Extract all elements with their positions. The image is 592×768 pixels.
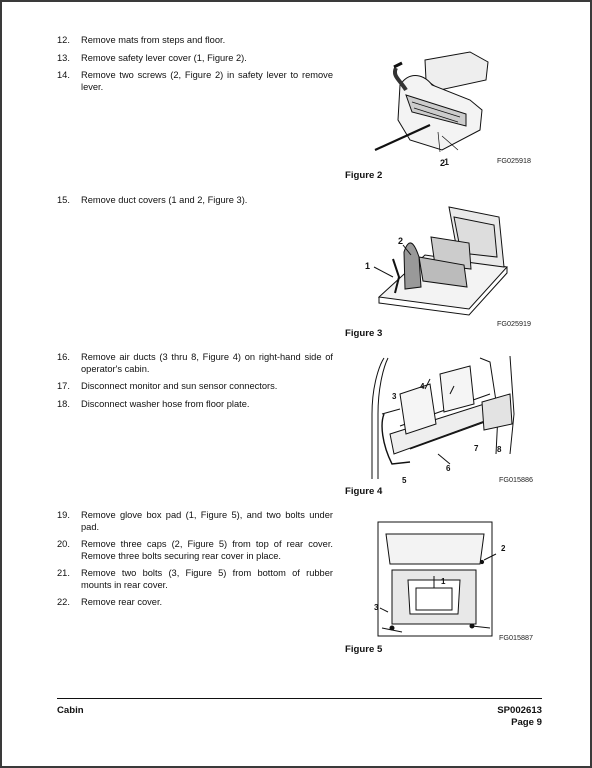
step xyxy=(57,70,333,93)
step xyxy=(57,568,333,591)
step-number: 12. xyxy=(57,35,70,45)
step xyxy=(57,597,333,609)
callout-label: 3 xyxy=(392,392,397,401)
step-number: 15. xyxy=(57,195,70,205)
step-number: 18. xyxy=(57,398,70,409)
figure-caption: Figure 2 xyxy=(345,170,383,181)
step-number: 17. xyxy=(57,381,70,391)
figure-5-illustration xyxy=(372,514,506,640)
figure-code: FG015887 xyxy=(499,633,533,642)
footer-page-number: Page 9 xyxy=(511,717,542,728)
callout-label: 8 xyxy=(497,445,502,454)
step-number: 20. xyxy=(57,539,70,549)
step-text: Remove mats from steps and floor. xyxy=(81,35,226,45)
figure-code: FG025918 xyxy=(497,156,531,165)
figure-caption: Figure 4 xyxy=(345,486,383,497)
step-group-1 xyxy=(57,35,333,93)
step xyxy=(57,381,333,393)
step-group-3 xyxy=(57,352,333,410)
figure-2-illustration xyxy=(370,40,500,170)
step xyxy=(57,195,333,207)
callout-label: 1 xyxy=(441,577,446,586)
step-number: 14. xyxy=(57,70,70,80)
step-text: Disconnect washer hose from floor plate. xyxy=(81,398,250,409)
step-text: Remove safety lever cover (1, Figure 2). xyxy=(81,52,247,63)
callout-label: 7 xyxy=(474,444,479,453)
footer-document-id: SP002613 xyxy=(497,705,542,716)
step-number: 21. xyxy=(57,568,70,578)
step xyxy=(57,539,333,562)
callout-label: 2 xyxy=(440,158,446,168)
step-text: Remove two screws (2, Figure 2) in safety lever to remove lever. xyxy=(81,70,333,92)
figure-caption: Figure 5 xyxy=(345,644,383,655)
figure-code: FG015886 xyxy=(499,475,533,484)
footer-rule xyxy=(57,698,542,699)
callout-label: 6 xyxy=(446,464,451,473)
step-text: Remove two bolts (3, Figure 5) from bottom of rubber mounts in rear cover. xyxy=(81,568,333,590)
callout-label: 1 xyxy=(444,157,450,167)
manual-page xyxy=(2,2,590,766)
step-number: 22. xyxy=(57,597,70,607)
callout-label: 1 xyxy=(365,261,371,271)
callout-label: 2 xyxy=(501,544,506,553)
callout-label: 5 xyxy=(402,476,407,485)
step-group-2 xyxy=(57,195,333,207)
step xyxy=(57,53,333,65)
step-number: 19. xyxy=(57,510,70,520)
callout-label: 2 xyxy=(398,236,404,246)
footer-section-title: Cabin xyxy=(57,705,84,716)
figure-code: FG025919 xyxy=(497,319,531,328)
step-text: Remove rear cover. xyxy=(81,597,163,607)
step-group-4 xyxy=(57,510,333,609)
figure-4-illustration xyxy=(370,354,520,484)
step-number: 13. xyxy=(57,52,70,63)
step-text: Remove duct covers (1 and 2, Figure 3). xyxy=(81,195,248,205)
step xyxy=(57,399,333,411)
figure-3-illustration xyxy=(359,197,519,317)
step-text: Remove air ducts (3 thru 8, Figure 4) on right-hand side of operator's cabin. xyxy=(81,352,333,374)
step xyxy=(57,352,333,375)
figure-caption: Figure 3 xyxy=(345,328,383,339)
step-number: 16. xyxy=(57,352,70,362)
step xyxy=(57,35,333,47)
callout-label: 3 xyxy=(374,603,379,612)
step-text: Disconnect monitor and sun sensor connectors. xyxy=(81,381,278,391)
step-text: Remove three caps (2, Figure 5) from top of rear cover. Remove three bolts securing rear cover in place. xyxy=(81,539,333,561)
step xyxy=(57,510,333,533)
step-text: Remove glove box pad (1, Figure 5), and two bolts under pad. xyxy=(81,510,333,532)
callout-label: 4 xyxy=(420,382,425,391)
